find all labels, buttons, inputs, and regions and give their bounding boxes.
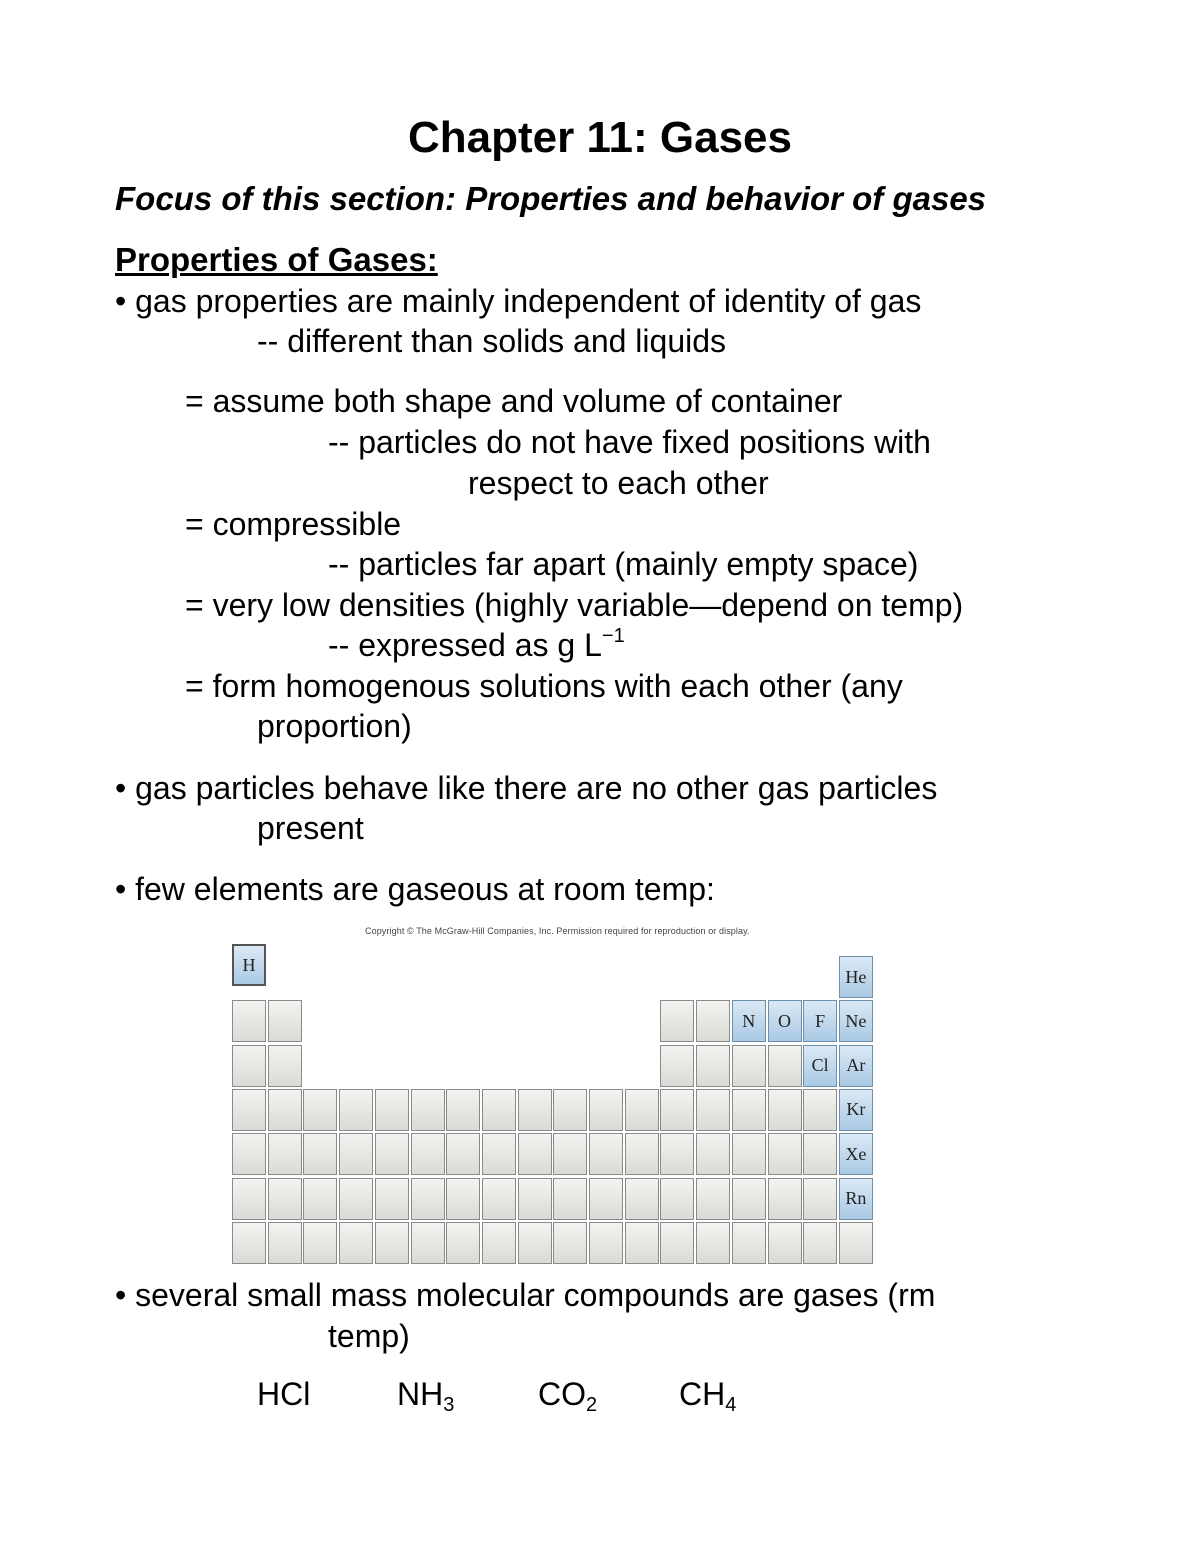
element-cell bbox=[625, 1178, 659, 1220]
element-cell bbox=[232, 1222, 266, 1264]
element-cell bbox=[768, 1133, 802, 1175]
element-cell bbox=[518, 1089, 552, 1131]
element-cell bbox=[446, 1133, 480, 1175]
sub-expressed-units bbox=[328, 626, 625, 664]
bullet-gas-properties: • gas properties are mainly independent of identity of gas bbox=[115, 283, 922, 319]
element-cell bbox=[482, 1178, 516, 1220]
bullet-molecular-compounds-cont: temp) bbox=[328, 1318, 410, 1354]
element-cell bbox=[482, 1089, 516, 1131]
compound-ch4 bbox=[679, 1376, 737, 1416]
element-cell bbox=[589, 1222, 623, 1264]
element-cell bbox=[696, 1089, 730, 1131]
element-cell bbox=[696, 1045, 730, 1087]
element-cell bbox=[268, 1222, 302, 1264]
element-cell bbox=[268, 1133, 302, 1175]
bullet-few-elements: • few elements are gaseous at room temp: bbox=[115, 871, 715, 907]
element-cell bbox=[518, 1178, 552, 1220]
element-cell bbox=[446, 1222, 480, 1264]
element-cell bbox=[518, 1133, 552, 1175]
element-cell bbox=[268, 1178, 302, 1220]
element-cell bbox=[339, 1089, 373, 1131]
units-exponent: −1 bbox=[601, 625, 625, 647]
element-cell bbox=[839, 1222, 873, 1264]
element-cell bbox=[303, 1178, 337, 1220]
element-cell-xe: Xe bbox=[839, 1133, 873, 1175]
element-cell bbox=[768, 1045, 802, 1087]
element-cell-h: H bbox=[232, 944, 266, 986]
element-cell bbox=[553, 1222, 587, 1264]
element-cell bbox=[660, 1178, 694, 1220]
element-cell bbox=[518, 1222, 552, 1264]
element-cell bbox=[803, 1222, 837, 1264]
element-cell-o: O bbox=[768, 1000, 802, 1042]
bullet-particles-behave: • gas particles behave like there are no other gas particles bbox=[115, 770, 938, 806]
element-cell-ar: Ar bbox=[839, 1045, 873, 1087]
element-cell bbox=[303, 1089, 337, 1131]
element-cell bbox=[411, 1178, 445, 1220]
element-cell bbox=[411, 1089, 445, 1131]
sub-no-fixed-positions-cont: respect to each other bbox=[468, 465, 769, 501]
bullet-particles-behave-cont: present bbox=[257, 810, 364, 846]
element-cell bbox=[553, 1089, 587, 1131]
element-cell bbox=[553, 1133, 587, 1175]
item-homogenous-solutions-cont: proportion) bbox=[257, 708, 412, 744]
element-cell bbox=[803, 1089, 837, 1131]
element-cell bbox=[553, 1178, 587, 1220]
element-cell bbox=[625, 1089, 659, 1131]
element-cell bbox=[375, 1133, 409, 1175]
element-cell bbox=[589, 1133, 623, 1175]
element-cell-ne: Ne bbox=[839, 1000, 873, 1042]
element-cell bbox=[732, 1222, 766, 1264]
units-text: -- expressed as g L bbox=[328, 627, 602, 663]
item-homogenous-solutions: = form homogenous solutions with each other (any bbox=[185, 668, 903, 704]
element-cell bbox=[660, 1000, 694, 1042]
compound-nh3 bbox=[397, 1376, 455, 1416]
compound-hcl bbox=[257, 1376, 310, 1413]
element-cell bbox=[232, 1178, 266, 1220]
element-cell bbox=[768, 1089, 802, 1131]
element-cell-he: He bbox=[839, 956, 873, 998]
element-cell bbox=[625, 1133, 659, 1175]
compound-formula: CH bbox=[679, 1376, 726, 1412]
element-cell bbox=[696, 1178, 730, 1220]
element-cell bbox=[589, 1089, 623, 1131]
element-cell bbox=[803, 1178, 837, 1220]
element-cell bbox=[768, 1178, 802, 1220]
element-cell bbox=[339, 1178, 373, 1220]
compound-formula: NH bbox=[397, 1376, 444, 1412]
element-cell bbox=[268, 1045, 302, 1087]
element-cell bbox=[660, 1089, 694, 1131]
element-cell bbox=[660, 1133, 694, 1175]
element-cell bbox=[482, 1222, 516, 1264]
sub-different-than-solids: -- different than solids and liquids bbox=[257, 323, 727, 359]
element-cell bbox=[803, 1133, 837, 1175]
element-cell bbox=[375, 1089, 409, 1131]
element-cell bbox=[303, 1222, 337, 1264]
element-cell-f: F bbox=[803, 1000, 837, 1042]
element-cell bbox=[625, 1222, 659, 1264]
element-cell bbox=[696, 1222, 730, 1264]
element-cell bbox=[339, 1222, 373, 1264]
element-cell bbox=[232, 1000, 266, 1042]
element-cell bbox=[732, 1045, 766, 1087]
compound-formula: HCl bbox=[257, 1376, 311, 1412]
element-cell bbox=[339, 1133, 373, 1175]
element-cell bbox=[589, 1178, 623, 1220]
compound-subscript: 2 bbox=[586, 1394, 598, 1416]
compound-subscript: 4 bbox=[725, 1394, 737, 1416]
compound-subscript: 3 bbox=[443, 1394, 455, 1416]
compound-formula: CO bbox=[538, 1376, 586, 1412]
compound-co2 bbox=[538, 1376, 598, 1416]
element-cell bbox=[303, 1133, 337, 1175]
element-cell bbox=[660, 1222, 694, 1264]
element-cell bbox=[375, 1178, 409, 1220]
item-low-densities: = very low densities (highly variable—depend on temp) bbox=[185, 587, 964, 623]
element-cell bbox=[696, 1133, 730, 1175]
element-cell bbox=[660, 1045, 694, 1087]
element-cell bbox=[268, 1000, 302, 1042]
element-cell bbox=[232, 1133, 266, 1175]
element-cell-rn: Rn bbox=[839, 1178, 873, 1220]
element-cell bbox=[268, 1089, 302, 1131]
element-cell-n: N bbox=[732, 1000, 766, 1042]
element-cell bbox=[768, 1222, 802, 1264]
element-cell bbox=[732, 1089, 766, 1131]
section-heading: Properties of Gases: bbox=[115, 241, 438, 278]
element-cell bbox=[446, 1089, 480, 1131]
sub-particles-far-apart: -- particles far apart (mainly empty space) bbox=[328, 546, 919, 582]
element-cell bbox=[232, 1089, 266, 1131]
element-cell-cl: Cl bbox=[803, 1045, 837, 1087]
section-focus: Focus of this section: Properties and behavior of gases bbox=[115, 180, 987, 217]
element-cell bbox=[696, 1000, 730, 1042]
element-cell bbox=[375, 1222, 409, 1264]
element-cell bbox=[732, 1133, 766, 1175]
element-cell bbox=[446, 1178, 480, 1220]
item-compressible: = compressible bbox=[185, 506, 402, 542]
element-cell-kr: Kr bbox=[839, 1089, 873, 1131]
copyright-notice: Copyright © The McGraw-Hill Companies, Inc. Permission required for reproduction or display. bbox=[365, 926, 750, 936]
element-cell bbox=[411, 1133, 445, 1175]
element-cell bbox=[232, 1045, 266, 1087]
bullet-molecular-compounds: • several small mass molecular compounds are gases (rm bbox=[115, 1277, 936, 1313]
item-assume-shape: = assume both shape and volume of container bbox=[185, 383, 843, 419]
page-title: Chapter 11: Gases bbox=[408, 113, 792, 162]
element-cell bbox=[411, 1222, 445, 1264]
sub-no-fixed-positions: -- particles do not have fixed positions with bbox=[328, 424, 931, 460]
element-cell bbox=[482, 1133, 516, 1175]
element-cell bbox=[732, 1178, 766, 1220]
periodic-table-figure bbox=[230, 926, 878, 1268]
